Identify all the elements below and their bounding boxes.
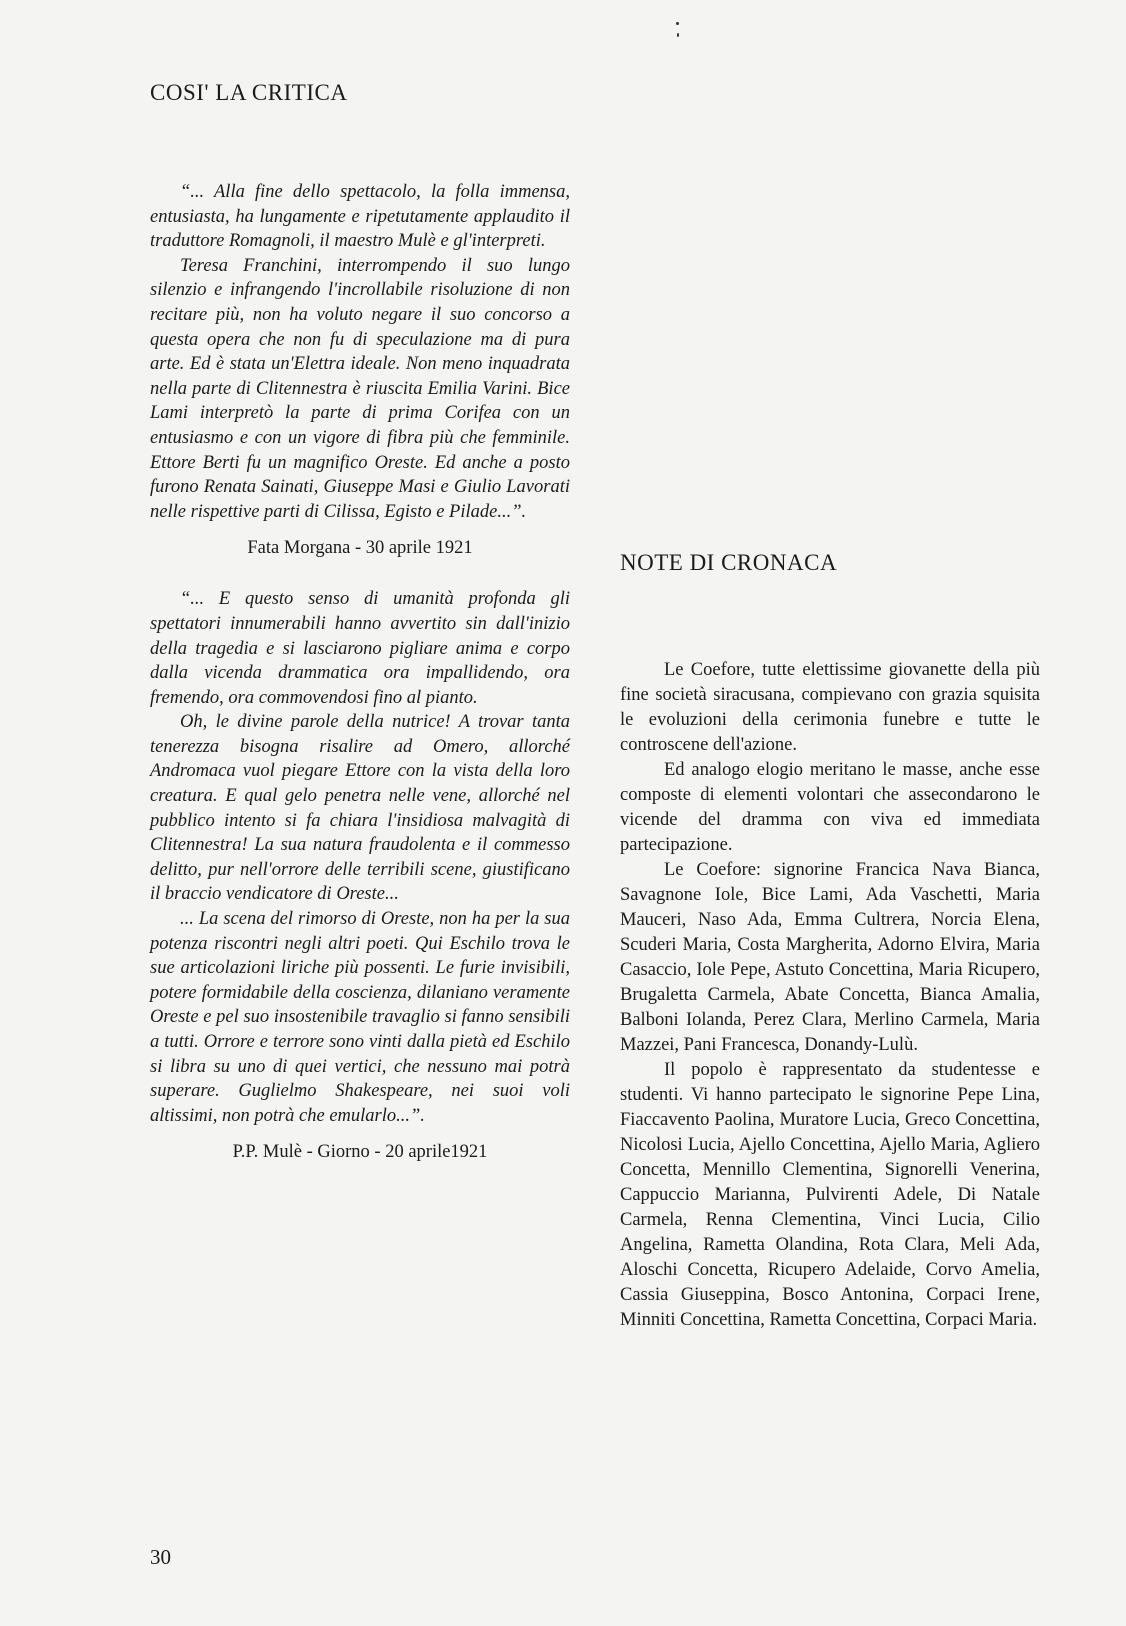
review-quote-giorno [150, 587, 570, 1128]
cronaca-paragraph: Le Coefore: signorine Francica Nava Bianca, Savagnone Iole, Bice Lami, Ada Vaschetti, Maria Mauceri, Naso Ada, Emma Cultrera, Norcia Elena, Scuderi Maria, Costa Margherita, Adorno Elvira, Maria Casaccio, Iole Pepe, Astuto Concettina, Maria Ricupero, Brugaletta Carmela, Abate Concetta, Bianca Amalia, Balboni Iolanda, Perez Clara, Merlino Carmela, Maria Mazzei, Pani Francesca, Donandy-Lulù. [620, 860, 1040, 1055]
quote-source: P.P. Mulè - Giorno - 20 aprile1921 [232, 1142, 488, 1163]
quote-paragraph: “... Alla fine dello spettacolo, la folla immensa, entusiasta, ha lungamente e ripetutamente applaudito il traduttore Romagnoli, il maestro Mulè e gl'interpreti. [150, 182, 570, 252]
right-column [620, 550, 1040, 1333]
quote-source: Fata Morgana - 30 aprile 1921 [247, 538, 473, 559]
print-speck [677, 33, 679, 37]
page-number: 30 [150, 1545, 171, 1569]
review-quote-fata-morgana [150, 180, 570, 524]
cronaca-paragraph: Le Coefore, tutte elettissime giovanette della più fine società siracusana, compievano con grazia squisita le evoluzioni della cerimonia funebre e tutte le controscene dell'azione. [620, 660, 1040, 755]
cronaca-text [620, 658, 1040, 1333]
section-title-critica: COSI' LA CRITICA [150, 80, 348, 105]
quote-paragraph: ... La scena del rimorso di Oreste, non ha per la sua potenza riscontri negli altri poeti. Qui Eschilo trova le sue articolazioni liriche più possenti. Le furie invisibili, potere formidabile della coscienza, dilaniano veramente Oreste e pel suo insostenibile travaglio si fanno sensibili a tutti. Orrore e terrore sono vinti dalla pietà ed Eschilo si libra su uno di quei vertici, che nessuno mai potrà superare. Guglielmo Shakespeare, nei suoi voli altissimi, non potrà che emularlo...”. [150, 909, 570, 1126]
quote-paragraph: Teresa Franchini, interrompendo il suo lungo silenzio e infrangendo l'incrollabile risoluzione di non recitare più, non ha voluto negare il suo concorso a questa opera che non fu di speculazione ma di pura arte. Ed è stata un'Elettra ideale. Non meno inquadrata nella parte di Clitennestra è riuscita Emilia Varini. Bice Lami interpretò la parte di prima Corifea con un entusiasmo e con un vigore di fibra più che femminile. Ettore Berti fu un magnifico Oreste. Ed anche a posto furono Renata Sainati, Giuseppe Masi e Giulio Lavorati nelle rispettive parti di Cilissa, Egisto e Pilade...”. [150, 255, 570, 522]
quote-paragraph: “... E questo senso di umanità profonda gli spettatori innumerabili hanno avvertito sin dall'inizio della tragedia e si lasciarono pigliare anima e corpo dalla vicenda drammatica ora impallidendo, ora fremendo, ora commovendosi fino al pianto. [150, 589, 570, 708]
quote-paragraph: Oh, le divine parole della nutrice! A trovar tanta tenerezza bisogna risalire ad Omero, allorché Andromaca vuol piegare Ettore con la vista della loro creatura. E qual gelo penetra nelle vene, allorché nel pubblico intento si fa chiara l'insidiosa malvagità di Clitennestra! La sua natura fraudolenta e il commesso delitto, pur nell'orrore delle terribili scene, giustificano il braccio vendicatore di Oreste... [150, 712, 570, 905]
cronaca-paragraph: Ed analogo elogio meritano le masse, anche esse composte di elementi volontari che assecondarono le vicende del dramma con viva ed immediata partecipazione. [620, 760, 1040, 855]
left-column [150, 80, 570, 1191]
print-speck [676, 22, 679, 25]
section-title-cronaca: NOTE DI CRONACA [620, 550, 838, 575]
cronaca-paragraph: Il popolo è rappresentato da studentesse e studenti. Vi hanno partecipato le signorine Pepe Lina, Fiaccavento Paolina, Muratore Lucia, Greco Concettina, Nicolosi Lucia, Ajello Concettina, Ajello Maria, Agliero Concetta, Mennillo Clementina, Signorelli Venerina, Cappuccio Marianna, Pulvirenti Adele, Di Natale Carmela, Renna Clementina, Vinci Lucia, Cilio Angelina, Rametta Olandina, Rota Clara, Meli Ada, Aloschi Concetta, Ricupero Adelaide, Corvo Amelia, Cassia Giuseppina, Bosco Antonina, Corpaci Irene, Minniti Concettina, Rametta Concettina, Corpaci Maria. [620, 1060, 1040, 1330]
